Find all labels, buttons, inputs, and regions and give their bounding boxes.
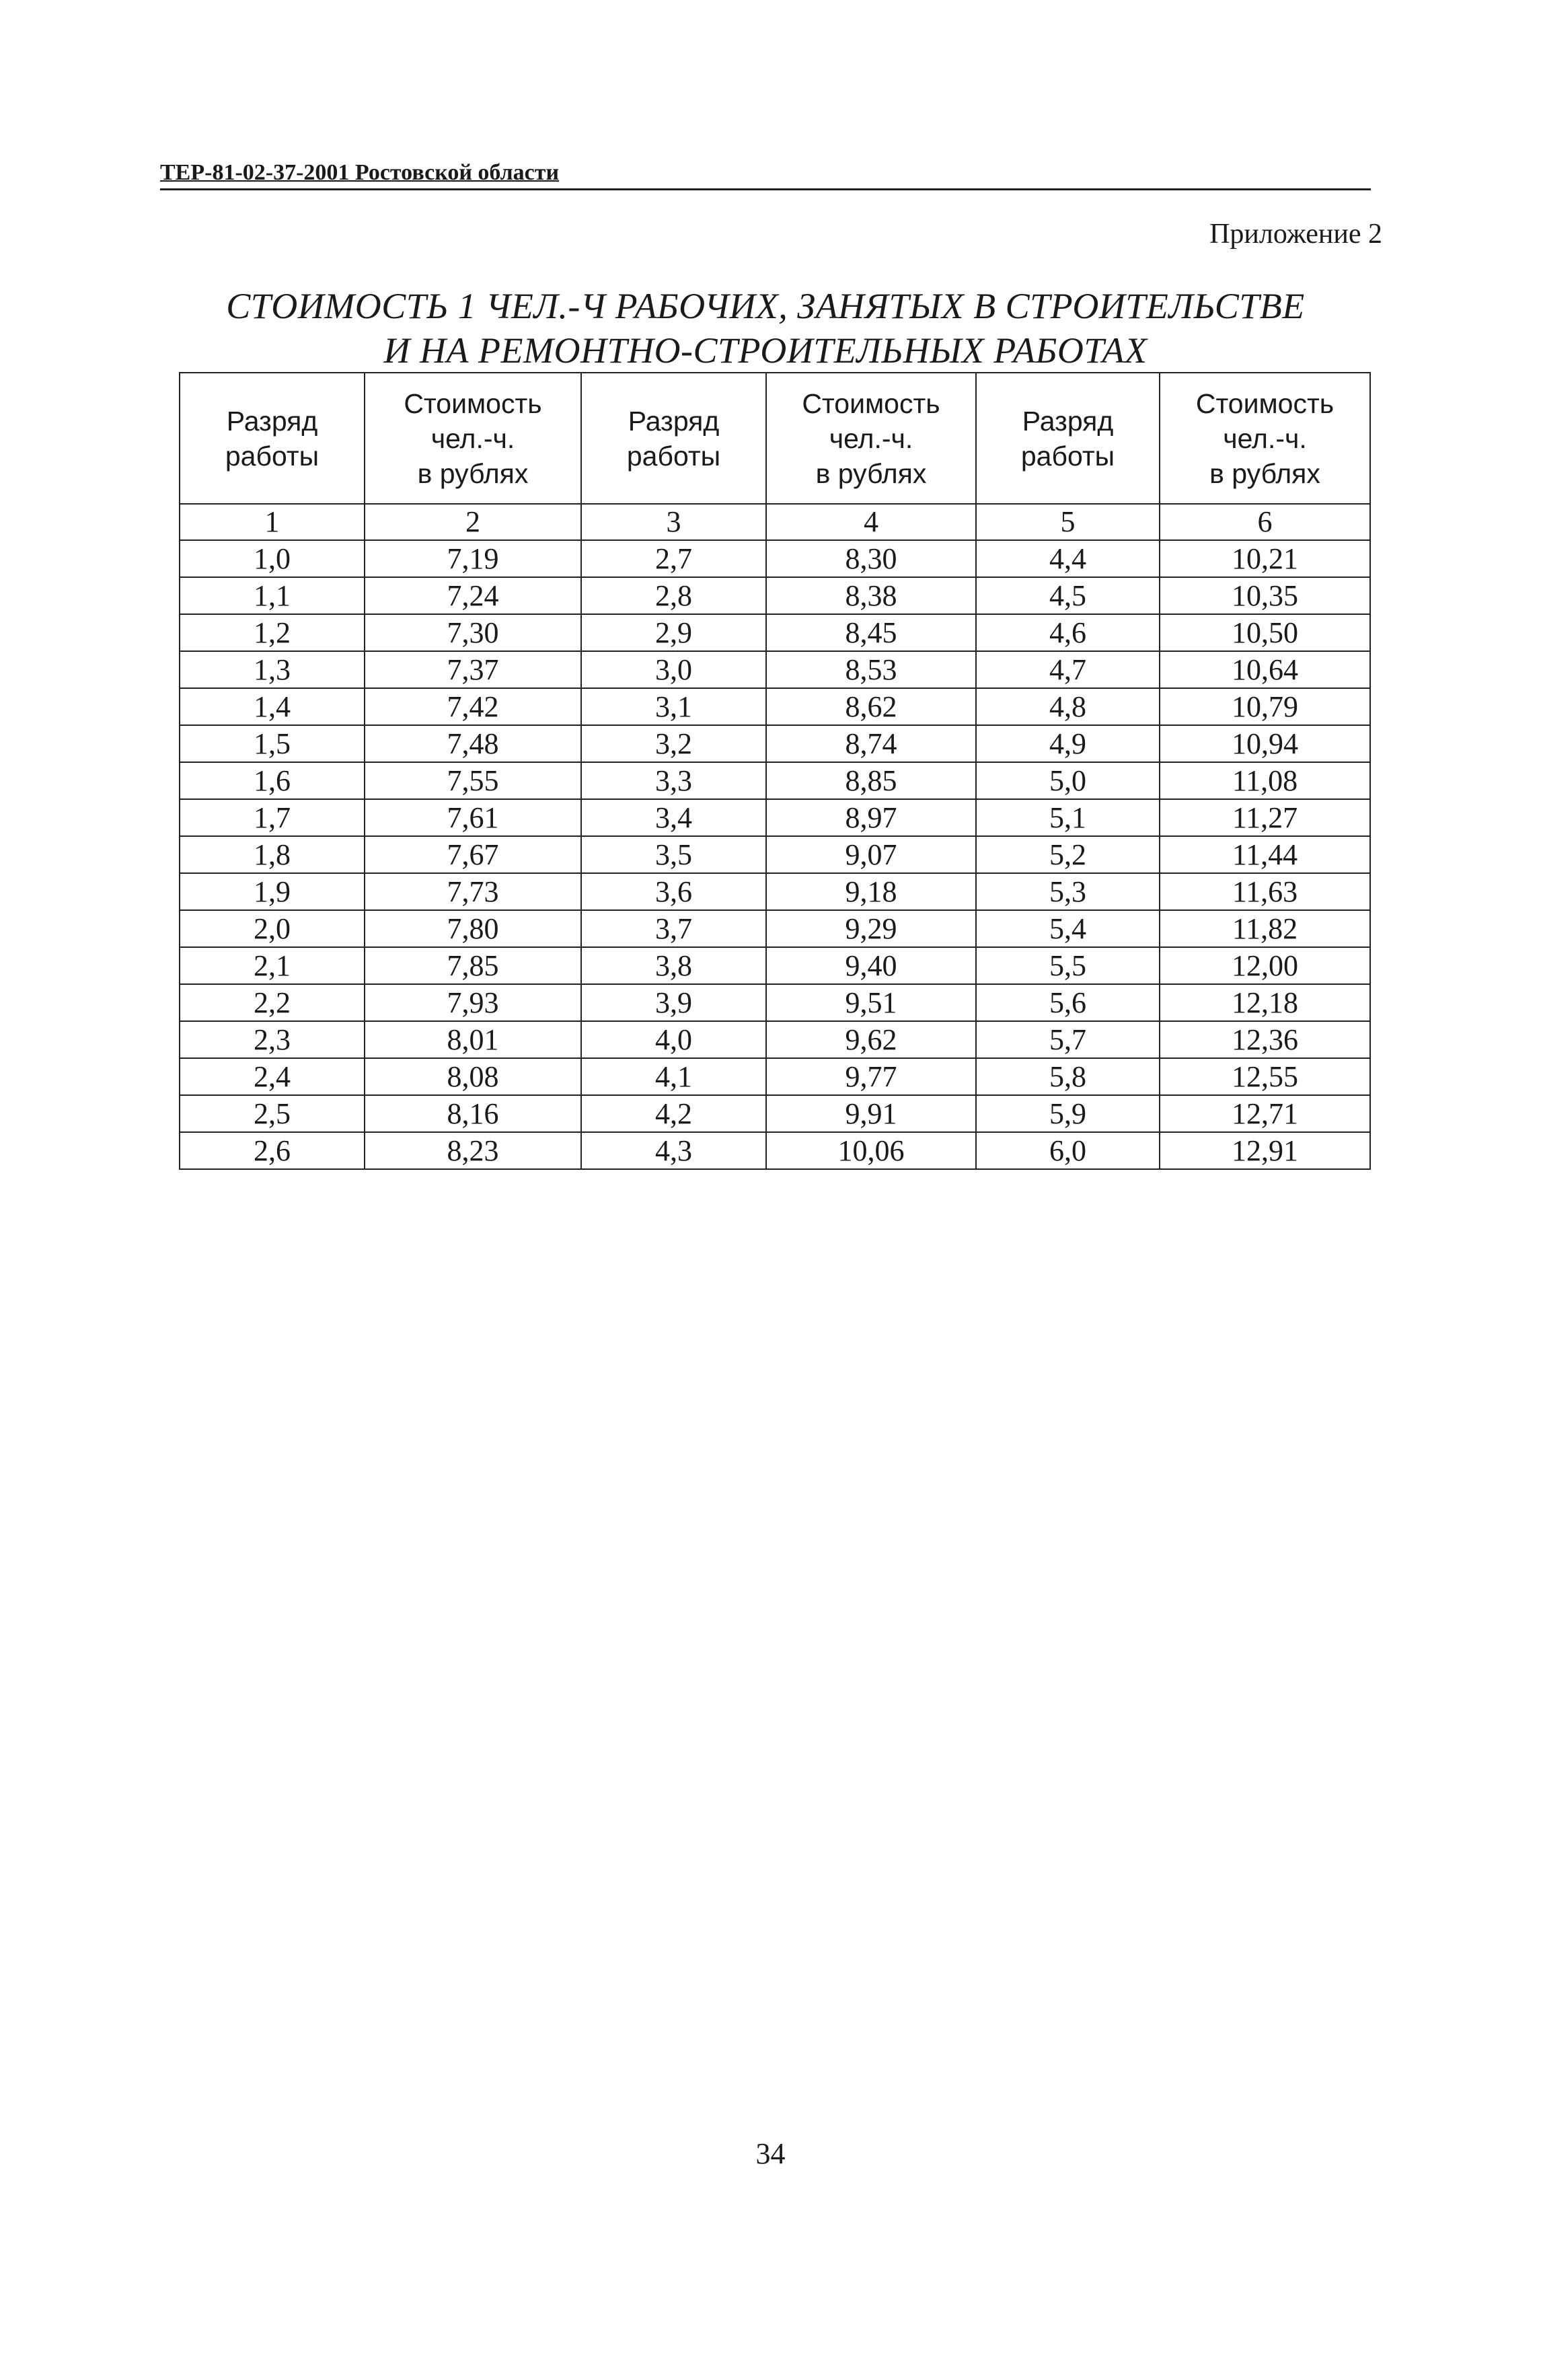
column-number: 6	[1160, 504, 1370, 540]
table-row	[180, 688, 1370, 725]
cost-cell: 9,51	[766, 984, 976, 1021]
grade-cell: 5,9	[976, 1095, 1160, 1132]
cost-cell: 8,62	[766, 688, 976, 725]
cost-cell: 8,16	[365, 1095, 581, 1132]
cost-cell: 7,80	[365, 910, 581, 947]
table-row	[180, 1058, 1370, 1095]
cost-cell: 11,27	[1160, 799, 1370, 836]
grade-cell: 3,0	[581, 651, 766, 688]
grade-cell: 3,1	[581, 688, 766, 725]
table-row	[180, 1021, 1370, 1058]
grade-cell: 1,4	[180, 688, 365, 725]
grade-cell: 1,7	[180, 799, 365, 836]
cost-cell: 8,45	[766, 614, 976, 651]
grade-cell: 3,4	[581, 799, 766, 836]
grade-cell: 3,5	[581, 836, 766, 873]
grade-cell: 4,0	[581, 1021, 766, 1058]
cost-cell: 10,50	[1160, 614, 1370, 651]
table-body	[180, 504, 1370, 1169]
cost-cell: 7,85	[365, 947, 581, 984]
grade-cell: 2,7	[581, 540, 766, 577]
cost-cell: 8,23	[365, 1132, 581, 1169]
cost-cell: 8,01	[365, 1021, 581, 1058]
grade-cell: 2,4	[180, 1058, 365, 1095]
table-row	[180, 947, 1370, 984]
grade-cell: 1,6	[180, 762, 365, 799]
cost-cell: 7,93	[365, 984, 581, 1021]
table-row	[180, 1095, 1370, 1132]
cost-cell: 8,97	[766, 799, 976, 836]
grade-cell: 3,8	[581, 947, 766, 984]
cost-cell: 9,29	[766, 910, 976, 947]
grade-cell: 5,6	[976, 984, 1160, 1021]
grade-cell: 6,0	[976, 1132, 1160, 1169]
grade-cell: 2,3	[180, 1021, 365, 1058]
document-title-line-1: СТОИМОСТЬ 1 ЧЕЛ.-Ч РАБОЧИХ, ЗАНЯТЫХ В СТРОИТЕЛЬСТВЕ	[226, 286, 1305, 326]
header-grade-line: работы	[225, 440, 320, 472]
grade-cell: 2,8	[581, 577, 766, 614]
cost-cell: 8,38	[766, 577, 976, 614]
table-row	[180, 762, 1370, 799]
cost-cell: 12,71	[1160, 1095, 1370, 1132]
header-cost	[365, 373, 581, 504]
cost-cell: 11,44	[1160, 836, 1370, 873]
grade-cell: 5,8	[976, 1058, 1160, 1095]
header-cost-line: Стоимость	[802, 387, 940, 419]
grade-cell: 1,0	[180, 540, 365, 577]
column-number: 4	[766, 504, 976, 540]
grade-cell: 4,2	[581, 1095, 766, 1132]
cost-cell: 9,18	[766, 873, 976, 910]
cost-cell: 11,63	[1160, 873, 1370, 910]
document-title-line-2: И НА РЕМОНТНО-СТРОИТЕЛЬНЫХ РАБОТАХ	[383, 330, 1148, 371]
header-grade	[581, 373, 766, 504]
grade-cell: 2,2	[180, 984, 365, 1021]
grade-cell: 2,9	[581, 614, 766, 651]
cost-cell: 12,18	[1160, 984, 1370, 1021]
grade-cell: 5,1	[976, 799, 1160, 836]
appendix-label: Приложение 2	[1209, 219, 1382, 250]
cost-cell: 7,55	[365, 762, 581, 799]
cost-cell: 10,64	[1160, 651, 1370, 688]
grade-cell: 4,6	[976, 614, 1160, 651]
cost-cell: 8,85	[766, 762, 976, 799]
grade-cell: 3,2	[581, 725, 766, 762]
cost-cell: 7,67	[365, 836, 581, 873]
table-row	[180, 984, 1370, 1021]
labor-cost-table	[179, 372, 1371, 1170]
grade-cell: 1,1	[180, 577, 365, 614]
cost-cell: 12,91	[1160, 1132, 1370, 1169]
grade-cell: 2,6	[180, 1132, 365, 1169]
grade-cell: 3,9	[581, 984, 766, 1021]
grade-cell: 1,3	[180, 651, 365, 688]
header-cost-line: в рублях	[417, 457, 529, 489]
cost-cell: 7,37	[365, 651, 581, 688]
cost-cell: 8,30	[766, 540, 976, 577]
header-grade	[180, 373, 365, 504]
cost-cell: 10,06	[766, 1132, 976, 1169]
cost-cell: 7,19	[365, 540, 581, 577]
grade-cell: 5,0	[976, 762, 1160, 799]
cost-cell: 7,73	[365, 873, 581, 910]
header-cost-line: в рублях	[1209, 457, 1320, 489]
cost-cell: 7,61	[365, 799, 581, 836]
cost-cell: 8,74	[766, 725, 976, 762]
cost-cell: 7,24	[365, 577, 581, 614]
header-grade-line: работы	[1020, 440, 1115, 472]
column-number: 3	[581, 504, 766, 540]
header-cost-line: Стоимость	[404, 387, 542, 419]
cost-cell: 9,77	[766, 1058, 976, 1095]
grade-cell: 5,2	[976, 836, 1160, 873]
table-row	[180, 577, 1370, 614]
header-cost-line: чел.-ч.	[829, 422, 913, 454]
grade-cell: 4,8	[976, 688, 1160, 725]
table-row	[180, 614, 1370, 651]
header-cost	[766, 373, 976, 504]
header-cost-line: Стоимость	[1195, 387, 1335, 419]
cost-cell: 12,00	[1160, 947, 1370, 984]
cost-cell: 10,35	[1160, 577, 1370, 614]
grade-cell: 5,7	[976, 1021, 1160, 1058]
header-grade	[976, 373, 1160, 504]
grade-cell: 2,0	[180, 910, 365, 947]
cost-cell: 8,53	[766, 651, 976, 688]
page-number: 34	[755, 2137, 786, 2170]
header-grade-line: Разряд	[226, 405, 318, 437]
header-grade-line: Разряд	[1022, 405, 1114, 437]
grade-cell: 5,5	[976, 947, 1160, 984]
cost-cell: 10,21	[1160, 540, 1370, 577]
table-row	[180, 836, 1370, 873]
running-header-title: ТЕР-81-02-37-2001 Ростовской области	[160, 160, 560, 185]
cost-cell: 10,94	[1160, 725, 1370, 762]
grade-cell: 4,7	[976, 651, 1160, 688]
grade-cell: 1,8	[180, 836, 365, 873]
cost-cell: 11,82	[1160, 910, 1370, 947]
cost-cell: 7,48	[365, 725, 581, 762]
grade-cell: 4,3	[581, 1132, 766, 1169]
grade-cell: 4,1	[581, 1058, 766, 1095]
grade-cell: 4,5	[976, 577, 1160, 614]
cost-cell: 12,55	[1160, 1058, 1370, 1095]
grade-cell: 5,4	[976, 910, 1160, 947]
header-grade-line: работы	[626, 440, 721, 472]
cost-cell: 11,08	[1160, 762, 1370, 799]
grade-cell: 1,5	[180, 725, 365, 762]
grade-cell: 3,3	[581, 762, 766, 799]
table-row	[180, 540, 1370, 577]
table-row	[180, 651, 1370, 688]
grade-cell: 3,7	[581, 910, 766, 947]
column-number: 2	[365, 504, 581, 540]
cost-cell: 8,08	[365, 1058, 581, 1095]
cost-cell: 9,07	[766, 836, 976, 873]
column-number: 1	[180, 504, 365, 540]
grade-cell: 3,6	[581, 873, 766, 910]
cost-cell: 10,79	[1160, 688, 1370, 725]
cost-cell: 9,91	[766, 1095, 976, 1132]
grade-cell: 2,1	[180, 947, 365, 984]
header-cost	[1160, 373, 1370, 504]
grade-cell: 1,2	[180, 614, 365, 651]
table-row	[180, 910, 1370, 947]
table-row	[180, 873, 1370, 910]
cost-cell: 12,36	[1160, 1021, 1370, 1058]
cost-cell: 7,42	[365, 688, 581, 725]
running-header	[160, 149, 1371, 190]
header-cost-line: чел.-ч.	[1223, 422, 1307, 454]
grade-cell: 4,9	[976, 725, 1160, 762]
header-cost-line: в рублях	[815, 457, 927, 489]
column-number-row	[180, 504, 1370, 540]
grade-cell: 5,3	[976, 873, 1160, 910]
header-cost-line: чел.-ч.	[430, 422, 515, 454]
table-header-row	[180, 373, 1370, 504]
table-row	[180, 725, 1370, 762]
cost-cell: 7,30	[365, 614, 581, 651]
grade-cell: 4,4	[976, 540, 1160, 577]
column-number: 5	[976, 504, 1160, 540]
table-row	[180, 799, 1370, 836]
cost-cell: 9,62	[766, 1021, 976, 1058]
table-row	[180, 1132, 1370, 1169]
grade-cell: 2,5	[180, 1095, 365, 1132]
grade-cell: 1,9	[180, 873, 365, 910]
header-grade-line: Разряд	[628, 405, 720, 437]
cost-cell: 9,40	[766, 947, 976, 984]
